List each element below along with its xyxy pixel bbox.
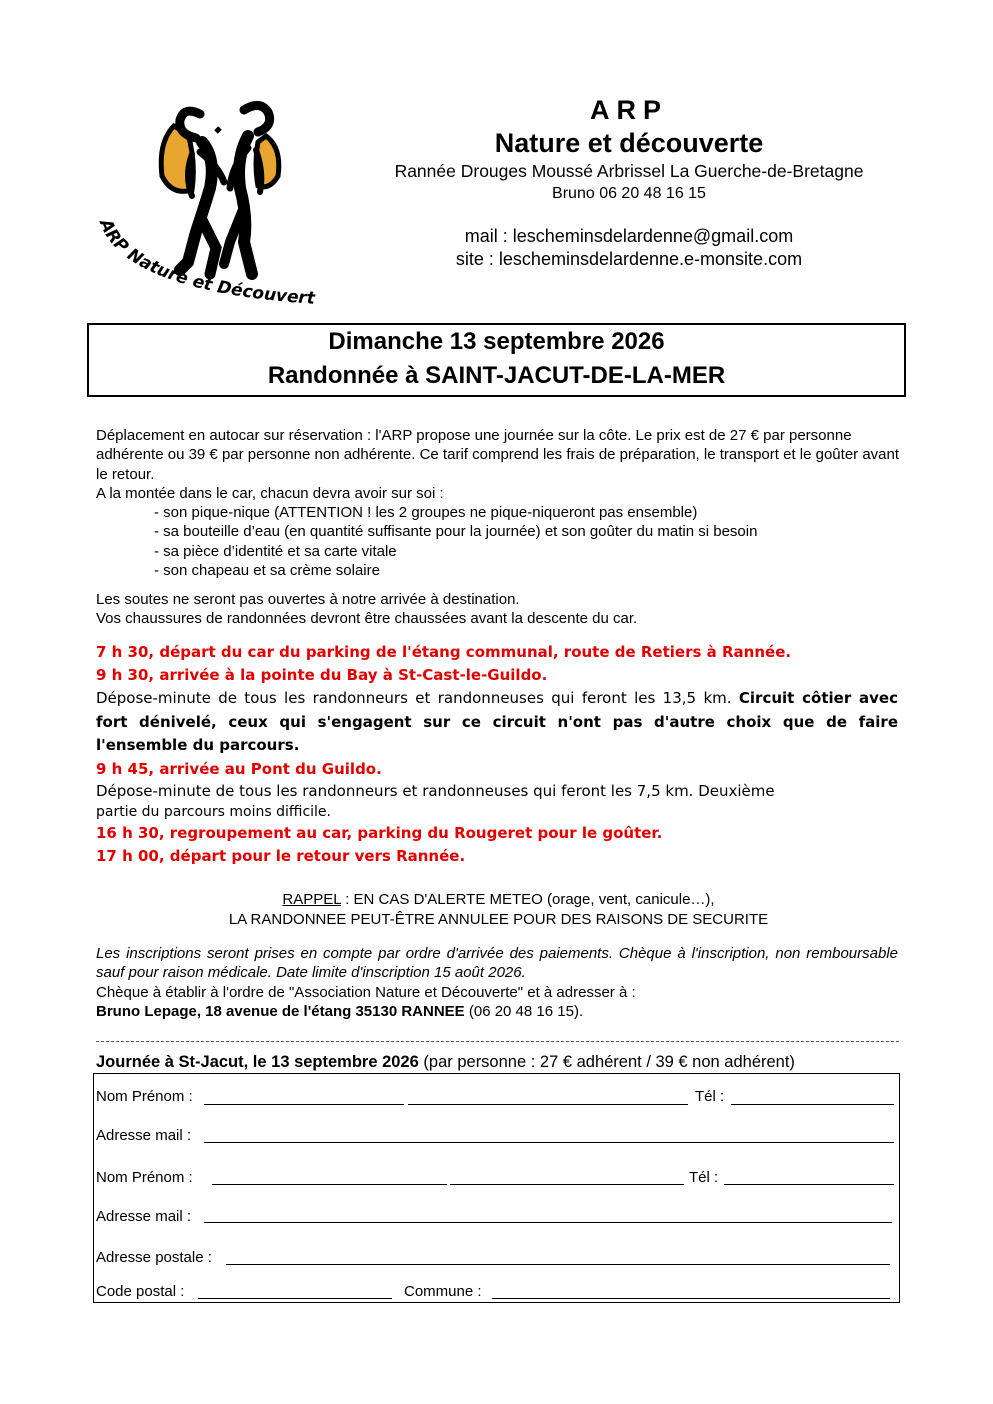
bay-dropoff-text: Dépose-minute de tous les randonneurs et randonneuses qui feront les 13,5 km. [96,689,732,707]
association-name: Nature et découverte [494,128,764,158]
cheque-instructions: Chèque à établir à l'ordre de "Association Nature et Découverte" et à adresser à : [96,983,636,1001]
tel-label-1: Tél : [695,1088,725,1105]
reminder-line-1: : EN CAS D'ALERTE METEO (orage, vent, canicule…), [341,891,715,908]
postal-address-field[interactable] [226,1264,890,1265]
mail-label-2: Adresse mail : [96,1208,192,1225]
form-title [96,1052,906,1073]
program-arrival-bay: 9 h 30, arrivée à la pointe du Bay à St-Cast-le-Guildo. [96,666,548,684]
registration-terms: Les inscriptions seront prises en compte par ordre d'arrivée des paiements. Chèque à l'inscription, non remboursable sauf pour raison médicale. Date limite d'inscription 15 août 2026. [96,945,898,982]
guildo-dropoff-text-2: partie du parcours moins difficile. [96,803,331,820]
intro-lead: A la montée dans le car, chacun devra avoir sur soi : [96,484,444,502]
tel-field-1[interactable] [731,1104,894,1105]
checklist [96,503,901,580]
association-acronym: ARP [589,95,668,125]
mail-field-1[interactable] [204,1142,894,1143]
luggage-notice [96,590,901,629]
tel-label-2: Tél : [689,1169,719,1186]
bay-circuit-warning: Circuit côtier avec fort dénivelé, ceux qui s'engagent sur ce circuit n'ont pas d'autre choix que de faire l'ensemble du parcours. [96,689,898,754]
event-title-box [87,323,906,397]
guildo-dropoff-text: Dépose-minute de tous les randonneurs et randonneuses qui feront les 7,5 km. Deuxième [96,781,775,800]
name-label-2: Nom Prénom : [96,1169,193,1186]
association-header [330,94,928,271]
program-regroup: 16 h 30, regroupement au car, parking du Rougeret pour le goûter. [96,823,663,842]
program-arrival-guildo: 9 h 45, arrivée au Pont du Guildo. [96,759,382,778]
form-title-price: (par personne : 27 € adhérent / 39 € non adhérent) [418,1053,795,1071]
program-section [96,641,898,868]
name-field-2a[interactable] [212,1184,447,1185]
registration-form [93,1073,900,1303]
commune-field[interactable] [492,1298,890,1299]
luggage-line: Les soutes ne seront pas ouvertes à notre arrivée à destination. [96,591,520,608]
name-label-1: Nom Prénom : [96,1088,193,1105]
association-mail: mail : lescheminsdelardenne@gmail.com [464,226,794,246]
program-bay-details [96,687,898,758]
association-phone: Bruno 06 20 48 16 15 [552,185,706,202]
event-title: Randonnée à SAINT-JACUT-DE-LA-MER [267,362,726,389]
postal-address-label: Adresse postale : [96,1249,212,1266]
name-field-2b[interactable] [450,1184,684,1185]
mail-field-2[interactable] [204,1222,892,1223]
postal-code-field[interactable] [198,1298,392,1299]
reminder-label: RAPPEL [282,891,342,908]
registration-info [96,944,898,1021]
form-title-bold: Journée à St-Jacut, le 13 septembre 2026 [96,1053,419,1071]
cut-line [96,1041,899,1042]
logo-text: ARP Nature et Découvert [95,216,316,309]
postal-phone: (06 20 48 16 15). [464,1002,584,1020]
event-date: Dimanche 13 septembre 2026 [328,328,665,355]
name-field-1a[interactable] [204,1104,404,1105]
commune-label: Commune : [404,1283,482,1300]
tel-field-2[interactable] [724,1184,894,1185]
checklist-item: - son chapeau et sa crème solaire [154,562,380,580]
postal-address: Bruno Lepage, 18 avenue de l'étang 35130 RANNEE [96,1002,465,1020]
association-site: site : lescheminsdelardenne.e-monsite.com [455,249,803,269]
checklist-item: - sa pièce d’identité et sa carte vitale [154,542,397,560]
intro-paragraph: Déplacement en autocar sur réservation : l'ARP propose une journée sur la côte. Le prix est de 27 € par personne adhérente ou 39 € par personne non adhérente. Ce tarif comprend les frais de préparation, le transport et le goûter avant le retour. [96,427,900,483]
hikers-logo-icon [92,92,324,314]
program-departure: 7 h 30, départ du car du parking de l'étang communal, route de Retiers à Rannée. [96,643,792,661]
arp-logo [92,92,324,314]
association-towns: Rannée Drouges Moussé Arbrissel La Guerche-de-Bretagne [394,161,864,181]
program-return: 17 h 00, départ pour le retour vers Rannée. [96,846,466,865]
name-field-1b[interactable] [408,1104,688,1105]
weather-reminder [96,890,901,929]
shoes-line: Vos chaussures de randonnées devront être chaussées avant la descente du car. [96,610,638,628]
checklist-item: - son pique-nique (ATTENTION ! les 2 groupes ne pique-niqueront pas ensemble) [154,504,698,522]
mail-label-1: Adresse mail : [96,1127,192,1144]
postal-code-label: Code postal : [96,1283,185,1300]
checklist-item: - sa bouteille d’eau (en quantité suffisante pour la journée) et son goûter du matin si besoin [154,523,758,541]
intro-section [96,426,901,580]
reminder-line-2: LA RANDONNEE PEUT-ÊTRE ANNULEE POUR DES RAISONS DE SECURITE [228,910,769,928]
